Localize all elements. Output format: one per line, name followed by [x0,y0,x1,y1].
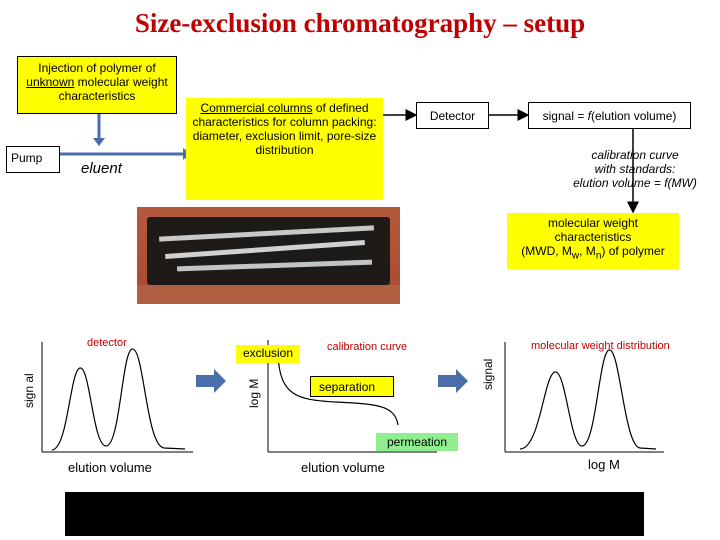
injection-box: Injection of polymer of unknown molecular weight characteristics [17,56,177,114]
detector-box: Detector [416,102,489,129]
eluent-label: eluent [81,160,122,177]
permeation-label: permeation [376,433,458,451]
log-m-axis-label: log M [247,378,261,408]
mwd-plot-label: molecular weight distribution [531,340,670,352]
calibration-note: calibration curve with standards: elution volume = f(MW) [573,148,697,190]
detector-plot-label: detector [87,337,127,349]
signal-box: signal = f(elution volume) [528,102,691,129]
calibration-plot-label: calibration curve [327,341,408,353]
elution-volume-label-1: elution volume [68,460,152,475]
page-title: Size-exclusion chromatography – setup [134,8,586,38]
footer-bar [65,492,644,536]
arrow-to-distribution [438,369,468,393]
arrow-to-calibration [196,369,226,393]
detector-trace [52,349,185,450]
signal-axis-label: sign al [22,373,36,408]
exclusion-label: exclusion [236,345,300,363]
pump-box: Pump [6,146,60,173]
mwd-trace [520,350,656,449]
log-m-x-label: log M [588,457,620,472]
columns-box: Commercial columns of defined characteristics for column packing: diameter, exclusion limit, pore-size distribution [186,98,383,200]
signal-axis-label-2: signal [481,358,495,390]
elution-volume-label-2: elution volume [301,460,385,475]
separation-label: separation [310,376,394,397]
mw-characteristics-box: molecular weight characteristics (MWD, $M_w$, $M_n$) of polymer [507,213,679,269]
